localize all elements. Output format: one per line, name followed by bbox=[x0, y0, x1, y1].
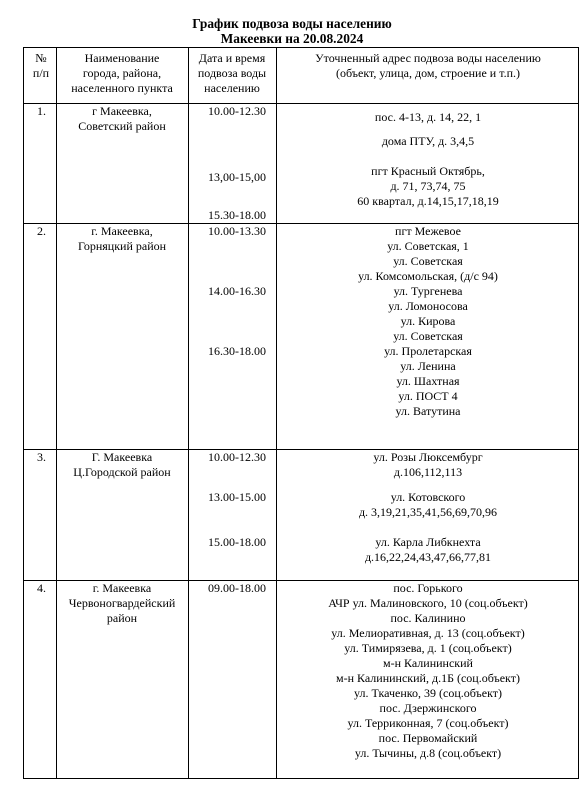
delivery-address: д. 71, 73,74, 75 bbox=[390, 179, 466, 193]
delivery-address: ул. Котовского bbox=[390, 490, 466, 504]
delivery-time: 13,00-15,00 bbox=[208, 170, 266, 184]
delivery-address: ул. Советская bbox=[393, 329, 463, 343]
header-time-1: Дата и время bbox=[198, 51, 266, 65]
delivery-address: ул. Советская, 1 bbox=[387, 239, 469, 253]
header-addr-2: (объект, улица, дом, строение и т.п.) bbox=[336, 66, 520, 80]
district-name: г. Макеевка, bbox=[91, 224, 153, 238]
delivery-address: ул. Ленина bbox=[400, 359, 456, 373]
delivery-address: пос. 4-13, д. 14, 22, 1 bbox=[374, 110, 482, 124]
delivery-address: ул. Тимирязева, д. 1 (соц.объект) bbox=[344, 641, 512, 655]
schedule-table bbox=[23, 47, 579, 779]
delivery-address: ул. Шахтная bbox=[396, 374, 460, 388]
delivery-address: ул. Тургенева bbox=[393, 284, 463, 298]
header-addr-1: Уточненный адрес подвоза воды населению bbox=[315, 51, 541, 65]
delivery-time: 10.00-12.30 bbox=[208, 450, 266, 464]
district-name: Г. Макеевка bbox=[91, 450, 153, 464]
delivery-address: ул. Советская bbox=[393, 254, 463, 268]
delivery-time: 16.30-18.00 bbox=[208, 344, 266, 358]
delivery-address: пос. Калинино bbox=[390, 611, 466, 625]
delivery-time: 10.00-13.30 bbox=[208, 224, 266, 238]
delivery-address: пгт Красный Октябрь, bbox=[371, 164, 485, 178]
header-name-3: населенного пункта bbox=[71, 81, 173, 95]
delivery-time: 10.00-12.30 bbox=[208, 104, 266, 118]
delivery-address: д.16,22,24,43,47,66,77,81 bbox=[364, 550, 492, 564]
header-name-2: города, района, bbox=[82, 66, 162, 80]
delivery-address: ул. Комсомольская, (д/с 94) bbox=[358, 269, 498, 283]
delivery-address: ул. Мелиоративная, д. 13 (соц.объект) bbox=[331, 626, 525, 640]
header-time-3: населению bbox=[204, 81, 260, 95]
header-time-2: подвоза воды bbox=[197, 66, 267, 80]
delivery-address: ул. Терриконная, 7 (соц.объект) bbox=[347, 716, 509, 730]
district-name: г Макеевка, bbox=[92, 104, 152, 118]
row-number: 1. bbox=[37, 104, 46, 118]
delivery-address: д.106,112,113 bbox=[393, 465, 463, 479]
delivery-time: 14.00-16.30 bbox=[208, 284, 266, 298]
delivery-address: ул. Ломоносова bbox=[388, 299, 468, 313]
delivery-time: 13.00-15.00 bbox=[208, 490, 266, 504]
delivery-address: дома ПТУ, д. 3,4,5 bbox=[381, 134, 475, 148]
row-number: 3. bbox=[37, 450, 46, 464]
header-num-1: № bbox=[35, 51, 47, 65]
delivery-address: д. 3,19,21,35,41,56,69,70,96 bbox=[358, 505, 498, 519]
delivery-address: м-н Калининский bbox=[383, 656, 473, 670]
district-name: Ц.Городской район bbox=[73, 465, 171, 479]
district-name: Советский район bbox=[78, 119, 166, 133]
district-name: район bbox=[106, 611, 138, 625]
document-subtitle: Макеевки на 20.08.2024 bbox=[220, 31, 364, 46]
delivery-address: ул. Карла Либкнехта bbox=[375, 535, 481, 549]
delivery-address: 60 квартал, д.14,15,17,18,19 bbox=[357, 194, 499, 208]
delivery-address: ул. Пролетарская bbox=[384, 344, 472, 358]
column-divider bbox=[276, 48, 277, 778]
delivery-address: ул. Ткаченко, 39 (соц.объект) bbox=[354, 686, 502, 700]
district-name: г. Макеевка bbox=[92, 581, 152, 595]
delivery-address: пос. Первомайский bbox=[378, 731, 478, 745]
delivery-address: пос. Дзержинского bbox=[379, 701, 477, 715]
delivery-time: 15.00-18.00 bbox=[208, 535, 266, 549]
column-divider bbox=[56, 48, 57, 778]
delivery-time: 09.00-18.00 bbox=[208, 581, 266, 595]
column-divider bbox=[188, 48, 189, 778]
row-number: 2. bbox=[37, 224, 46, 238]
delivery-address: пгт Межевое bbox=[395, 224, 461, 238]
delivery-address: ул. Розы Люксембург bbox=[373, 450, 483, 464]
header-name-1: Наименование bbox=[84, 51, 160, 65]
delivery-time: 15.30-18.00 bbox=[208, 208, 266, 222]
delivery-address: ул. Ватутина bbox=[395, 404, 461, 418]
delivery-address: ул. Тычины, д.8 (соц.объект) bbox=[354, 746, 502, 760]
header-num-2: п/п bbox=[32, 66, 50, 80]
delivery-address: м-н Калининский, д.1Б (соц.объект) bbox=[336, 671, 520, 685]
district-name: Горняцкий район bbox=[77, 239, 167, 253]
delivery-address: ул. Кирова bbox=[400, 314, 456, 328]
delivery-address: пос. Горького bbox=[393, 581, 463, 595]
row-number: 4. bbox=[37, 581, 46, 595]
delivery-address: ул. ПОСТ 4 bbox=[398, 389, 458, 403]
document-title: График подвоза воды населению bbox=[192, 16, 392, 31]
delivery-address: АЧР ул. Малиновского, 10 (соц.объект) bbox=[328, 596, 528, 610]
district-name: Червоногвардейский bbox=[68, 596, 176, 610]
